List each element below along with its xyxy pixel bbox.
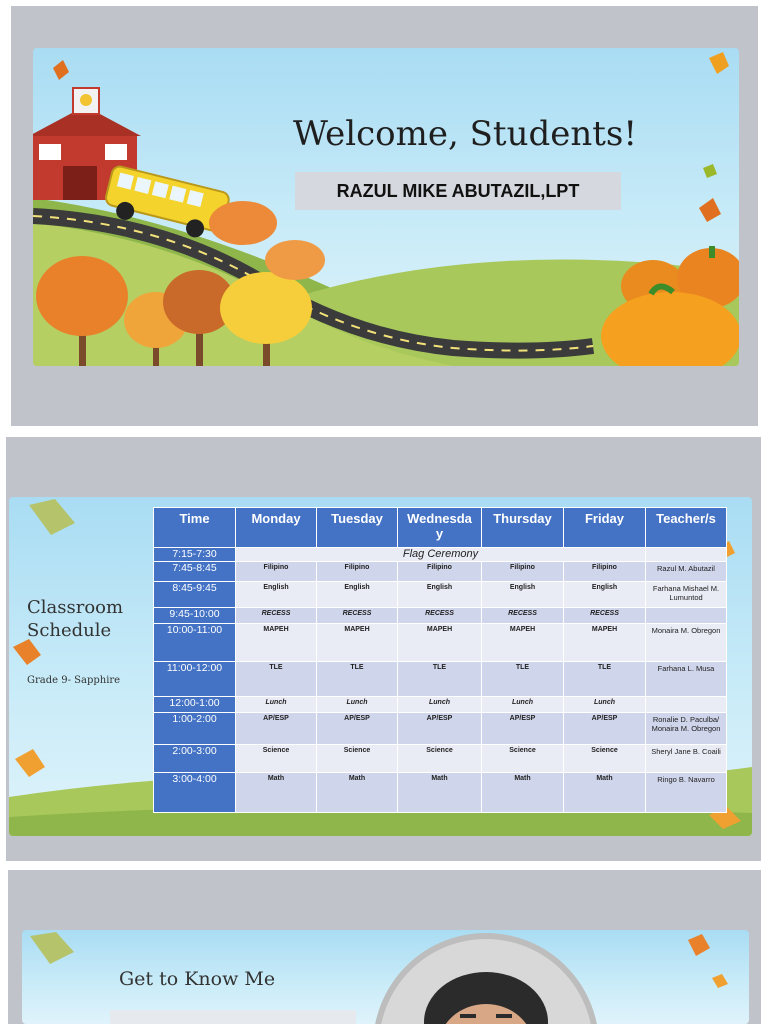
subject-cell-friday: RECESS: [564, 608, 646, 624]
header-wednesday-line1: Wednesda: [407, 511, 472, 526]
subject-cell-friday: TLE: [564, 662, 646, 696]
table-row: [154, 696, 727, 712]
time-cell: 7:15-7:30: [154, 548, 236, 562]
subject-cell-thursday: AP/ESP: [482, 712, 564, 744]
header-friday: Friday: [564, 508, 646, 548]
table-row: [154, 712, 727, 744]
teacher-name-banner: RAZUL MIKE ABUTAZIL,LPT: [295, 172, 621, 210]
subject-cell-tuesday: Filipino: [317, 562, 398, 582]
subject-cell-tuesday: Science: [317, 744, 398, 772]
table-row: [154, 548, 727, 562]
teacher-cell: Razul M. Abutazil: [646, 562, 727, 582]
subject-cell-wednesday: Lunch: [398, 696, 482, 712]
subject-cell-friday: MAPEH: [564, 624, 646, 662]
subject-cell-monday: Math: [236, 772, 317, 812]
subject-cell-thursday: Science: [482, 744, 564, 772]
info-box: [110, 1010, 356, 1024]
subject-cell-tuesday: RECESS: [317, 608, 398, 624]
table-row: [154, 562, 727, 582]
header-wednesday: [398, 508, 482, 548]
subject-cell-tuesday: English: [317, 582, 398, 608]
schedule-table: [153, 507, 727, 813]
subject-cell-tuesday: MAPEH: [317, 624, 398, 662]
subject-cell-monday: AP/ESP: [236, 712, 317, 744]
subject-cell-friday: Lunch: [564, 696, 646, 712]
schedule-title-line1: Classroom: [27, 597, 124, 618]
time-cell: 2:00-3:00: [154, 744, 236, 772]
table-row: [154, 744, 727, 772]
teacher-cell: Sheryl Jane B. Coaili: [646, 744, 727, 772]
subject-cell-monday: TLE: [236, 662, 317, 696]
table-row: [154, 582, 727, 608]
time-cell: 11:00-12:00: [154, 662, 236, 696]
subject-cell-monday: MAPEH: [236, 624, 317, 662]
subject-cell-thursday: TLE: [482, 662, 564, 696]
time-cell: 8:45-9:45: [154, 582, 236, 608]
time-cell: 1:00-2:00: [154, 712, 236, 744]
schedule-title-line2: Schedule: [27, 620, 112, 641]
subject-cell-wednesday: Science: [398, 744, 482, 772]
subject-cell-thursday: Filipino: [482, 562, 564, 582]
table-row: [154, 608, 727, 624]
teacher-cell: [646, 608, 727, 624]
header-teachers: Teacher/s: [646, 508, 727, 548]
subject-cell-monday: English: [236, 582, 317, 608]
header-wednesday-line2: y: [435, 526, 444, 541]
time-cell: 10:00-11:00: [154, 624, 236, 662]
subject-cell-friday: Math: [564, 772, 646, 812]
teacher-cell: Ringo B. Navarro: [646, 772, 727, 812]
subject-cell-thursday: RECESS: [482, 608, 564, 624]
subject-cell-monday: Lunch: [236, 696, 317, 712]
schedule-title: [27, 596, 157, 642]
subject-cell-wednesday: Filipino: [398, 562, 482, 582]
get-to-know-me-title: Get to Know Me: [119, 968, 276, 990]
time-cell: 3:00-4:00: [154, 772, 236, 812]
subject-cell-wednesday: MAPEH: [398, 624, 482, 662]
subject-cell-tuesday: Math: [317, 772, 398, 812]
table-row: [154, 662, 727, 696]
subject-cell-friday: Science: [564, 744, 646, 772]
subject-cell-tuesday: TLE: [317, 662, 398, 696]
subject-cell-tuesday: Lunch: [317, 696, 398, 712]
subject-cell-friday: Filipino: [564, 562, 646, 582]
time-cell: 7:45-8:45: [154, 562, 236, 582]
subject-cell-tuesday: AP/ESP: [317, 712, 398, 744]
header-time: Time: [154, 508, 236, 548]
subject-cell-wednesday: Math: [398, 772, 482, 812]
subject-cell-wednesday: AP/ESP: [398, 712, 482, 744]
time-cell: 9:45-10:00: [154, 608, 236, 624]
table-row: [154, 624, 727, 662]
table-header-row: [154, 508, 727, 548]
welcome-title: Welcome, Students!: [292, 114, 638, 154]
subject-cell-wednesday: English: [398, 582, 482, 608]
table-row: [154, 772, 727, 812]
subject-cell-monday: Filipino: [236, 562, 317, 582]
welcome-slide: [33, 48, 739, 366]
subject-cell-wednesday: RECESS: [398, 608, 482, 624]
subject-cell-friday: AP/ESP: [564, 712, 646, 744]
teacher-cell: Monaira M. Obregon: [646, 624, 727, 662]
flag-ceremony-cell: Flag Ceremony: [236, 548, 646, 562]
header-thursday: Thursday: [482, 508, 564, 548]
teacher-cell: Farhana L. Musa: [646, 662, 727, 696]
grade-section-label: Grade 9- Sapphire: [27, 675, 121, 686]
teacher-cell: [646, 696, 727, 712]
time-cell: 12:00-1:00: [154, 696, 236, 712]
subject-cell-thursday: MAPEH: [482, 624, 564, 662]
teacher-cell: Ronalie D. Paculba/ Monaira M. Obregon: [646, 712, 727, 744]
subject-cell-friday: English: [564, 582, 646, 608]
about-slide: [22, 930, 749, 1024]
header-tuesday: Tuesday: [317, 508, 398, 548]
subject-cell-monday: Science: [236, 744, 317, 772]
subject-cell-thursday: Lunch: [482, 696, 564, 712]
subject-cell-thursday: English: [482, 582, 564, 608]
teacher-cell: Farhana Mishael M. Lumuntod: [646, 582, 727, 608]
subject-cell-thursday: Math: [482, 772, 564, 812]
teacher-cell: [646, 548, 727, 562]
header-monday: Monday: [236, 508, 317, 548]
subject-cell-wednesday: TLE: [398, 662, 482, 696]
subject-cell-monday: RECESS: [236, 608, 317, 624]
